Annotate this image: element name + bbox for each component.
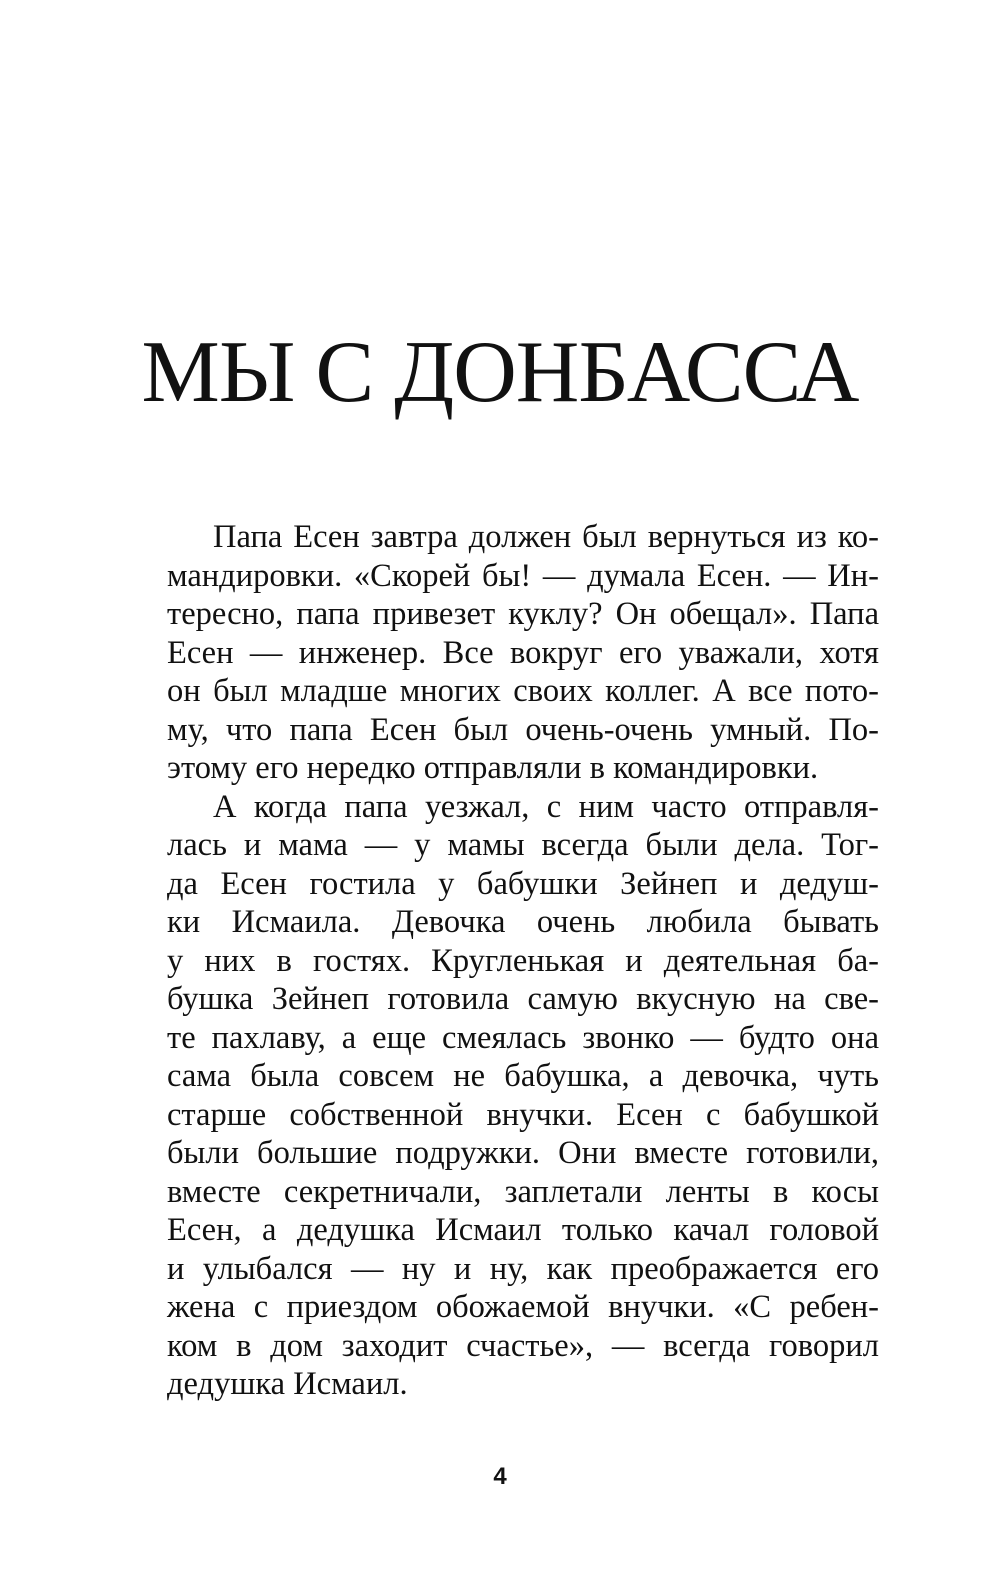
text-line: А когда папа уезжал, с ним часто отправля-: [213, 788, 879, 825]
text-line: сама была совсем не бабушка, а девочка, чуть: [167, 1058, 879, 1094]
text-line: ком в дом заходит счастье», — всегда говорил: [167, 1327, 879, 1364]
text-line: му, что папа Есен был очень-очень умный. По-: [167, 711, 879, 748]
text-line: тересно, папа привезет куклу? Он обещал». Папа: [167, 596, 879, 632]
text-line: старше собственной внучки. Есен с бабушкой: [167, 1096, 879, 1133]
chapter-title: МЫ С ДОНБАССА: [141, 324, 859, 421]
text-line: Папа Есен завтра должен был вернуться из ко-: [213, 519, 879, 555]
text-line: у них в гостях. Кругленькая и деятельная ба-: [167, 942, 879, 979]
text-line: лась и мама — у мамы всегда были дела. Тог-: [167, 827, 879, 863]
text-line: ки Исмаила. Девочка очень любила бывать: [167, 904, 879, 940]
text-line: дедушка Исмаил.: [167, 1366, 408, 1402]
text-line: мандировки. «Скорей бы! — думала Есен. — Ин-: [167, 557, 879, 594]
text-line: Есен — инженер. Все вокруг его уважали, хотя: [167, 634, 879, 671]
text-line: Есен, а дедушка Исмаил только качал головой: [167, 1212, 879, 1248]
text-line: бушка Зейнеп готовила самую вкусную на све-: [167, 981, 879, 1017]
text-line: были большие подружки. Они вместе готовили,: [167, 1135, 879, 1171]
text-line: он был младше многих своих коллег. А все пото-: [167, 673, 879, 709]
text-line: этому его нередко отправляли в командировки.: [167, 750, 819, 786]
chapter-body: [167, 518, 879, 1404]
page-number: 4: [493, 1463, 507, 1490]
text-line: те пахлаву, а еще смеялась звонко — будто она: [167, 1019, 879, 1056]
text-line: жена с приездом обожаемой внучки. «С ребен-: [167, 1289, 879, 1325]
text-line: вместе секретничали, заплетали ленты в косы: [167, 1173, 879, 1210]
text-line: да Есен гостила у бабушки Зейнеп и дедуш-: [167, 865, 879, 902]
text-line: и улыбался — ну и ну, как преображается его: [167, 1250, 879, 1287]
